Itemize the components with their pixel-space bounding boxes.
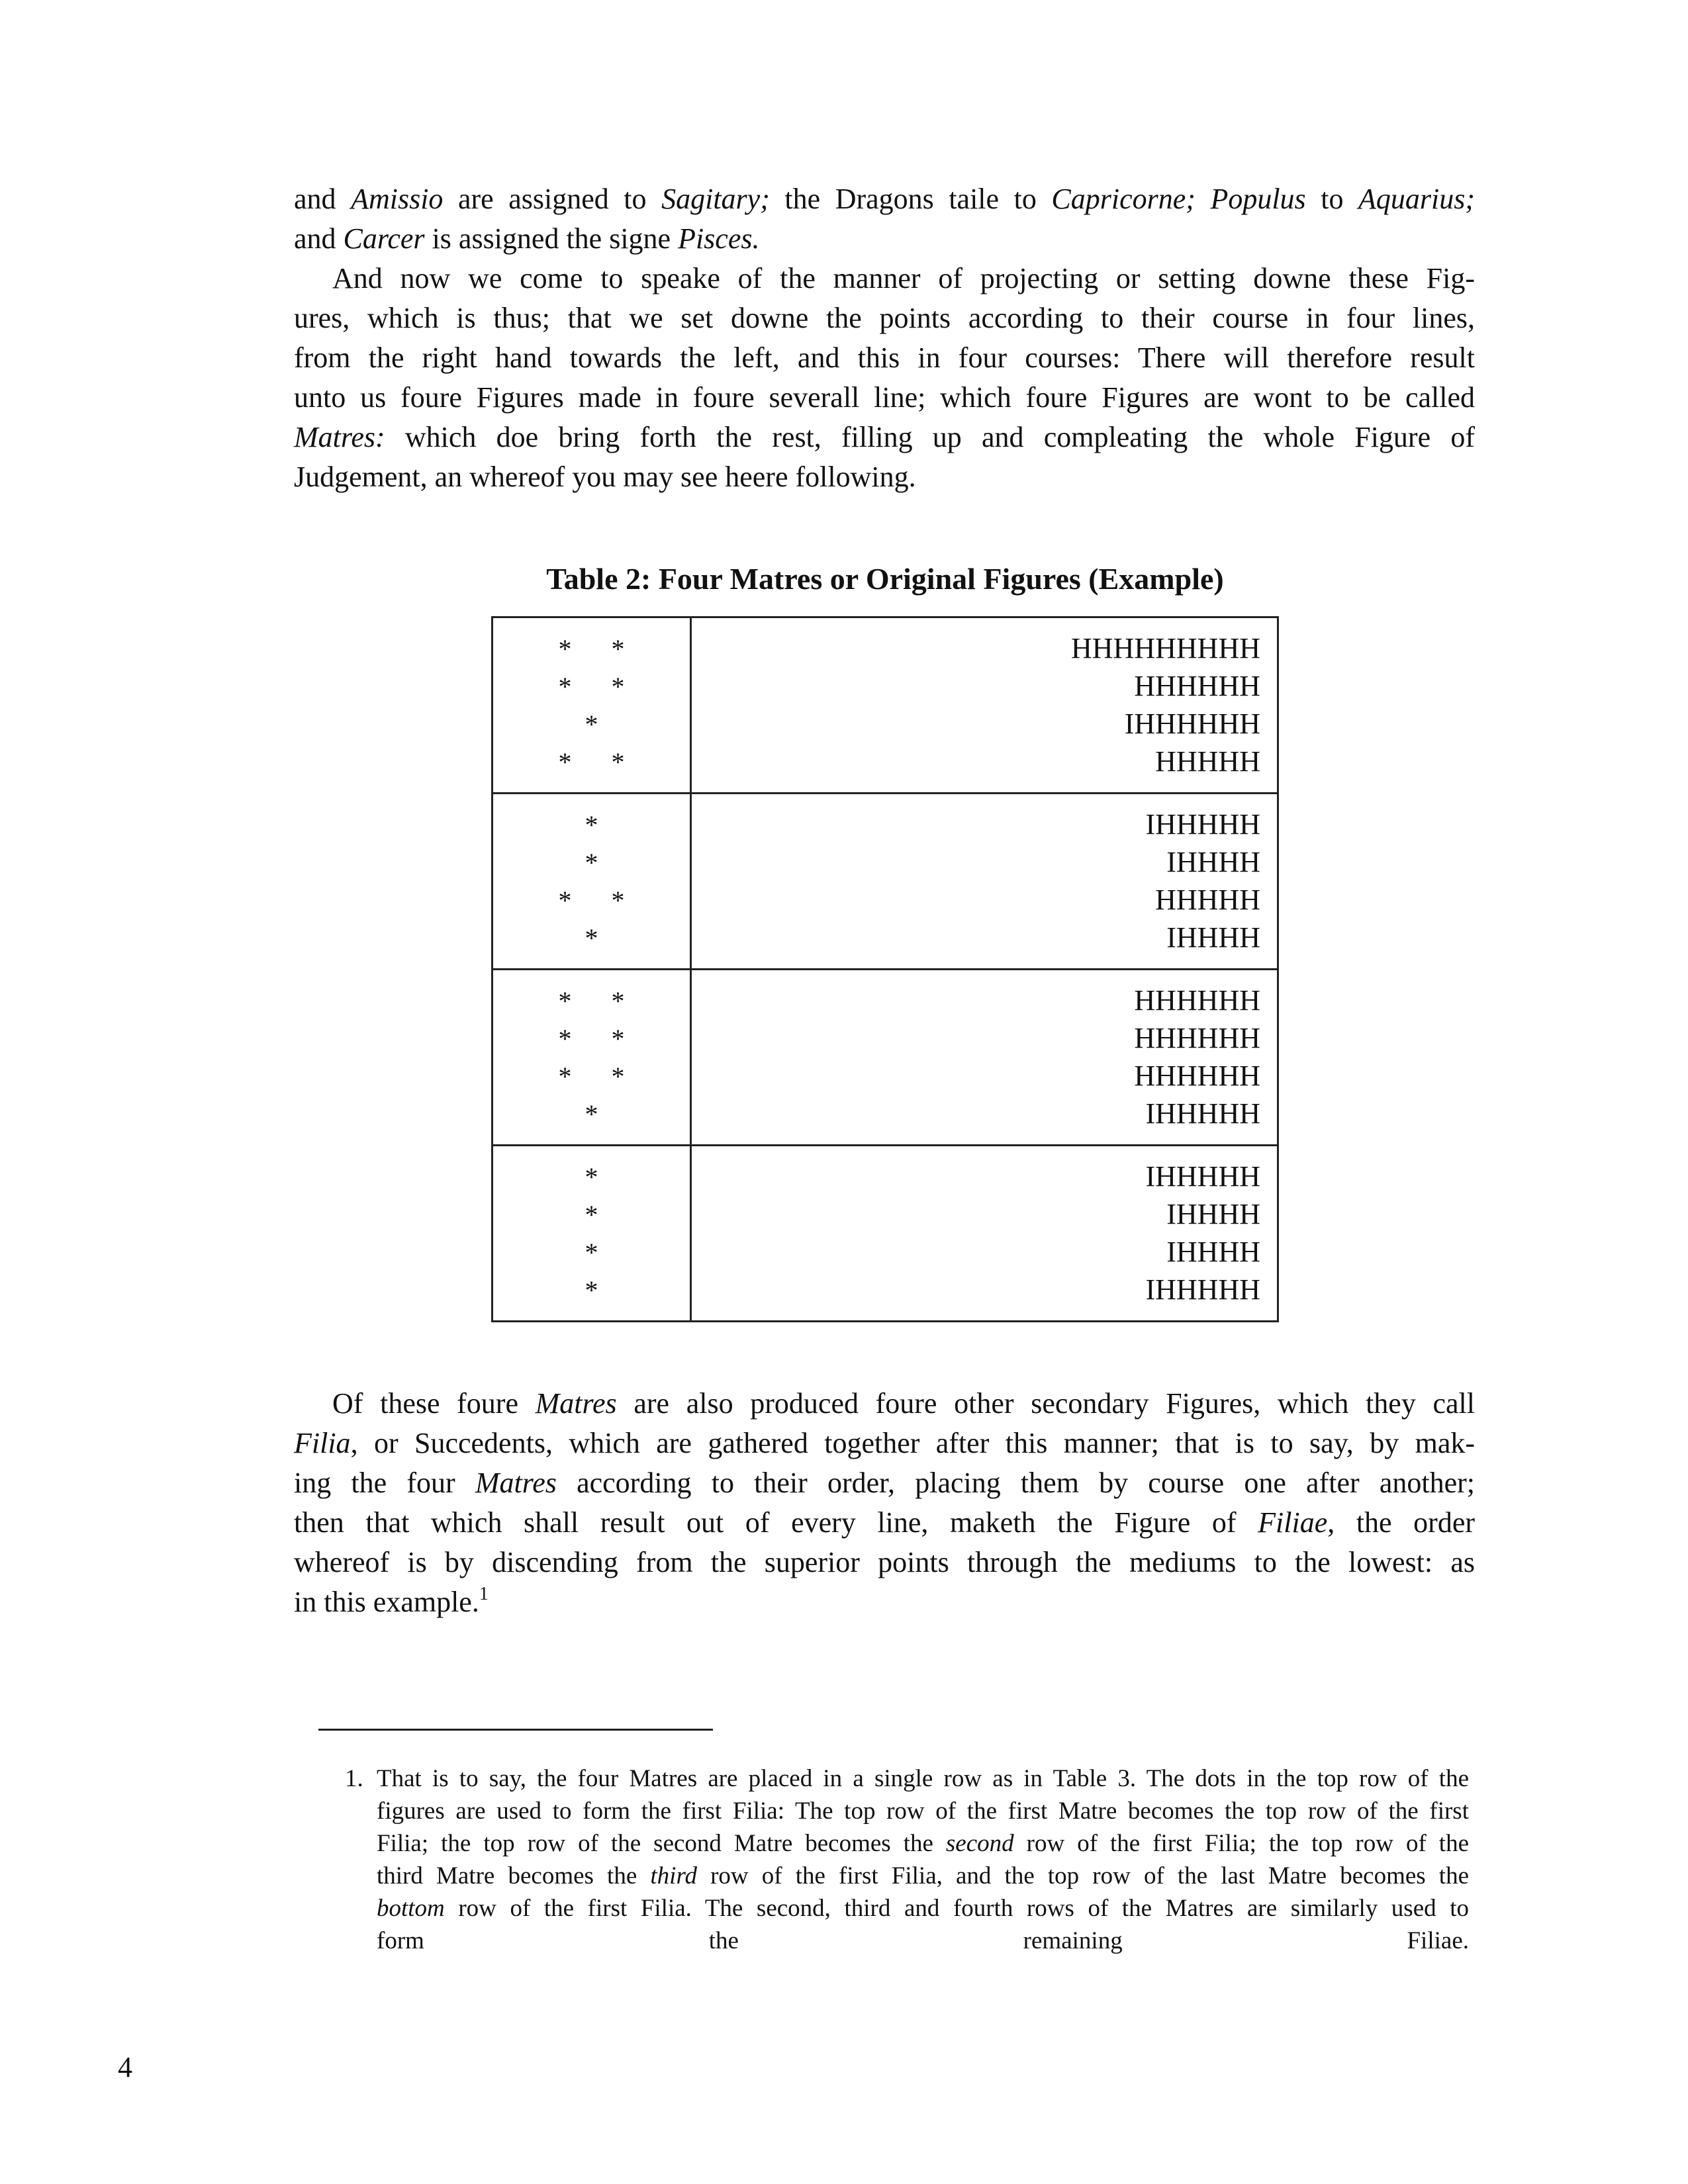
text-line xyxy=(294,179,1475,219)
text: Of these foure xyxy=(332,1387,536,1420)
star-dot: * xyxy=(558,886,572,915)
text: are assigned to xyxy=(443,183,662,215)
italic-text: Matres xyxy=(475,1467,557,1499)
text: according to their order, placing them by course one after another; xyxy=(556,1467,1475,1499)
text: which doe bring forth the rest, filling up and compleating the whole Figure of xyxy=(385,421,1475,453)
text: and xyxy=(294,222,344,255)
code-line: HHHHH xyxy=(1155,884,1260,916)
italic-text: Populus xyxy=(1210,183,1306,215)
footnote-number: 1. xyxy=(345,1765,363,1792)
star-dot: * xyxy=(585,1275,598,1305)
text: is assigned the signe xyxy=(424,222,679,255)
dot-row xyxy=(510,843,673,881)
text-line xyxy=(294,457,1475,497)
italic-text: Capricorne; xyxy=(1051,183,1196,215)
star-dot: * xyxy=(611,672,625,702)
text: , the order xyxy=(1327,1506,1475,1539)
star-dot: * xyxy=(558,672,572,702)
code-line: IHHHHH xyxy=(1145,1097,1260,1130)
text: figures are used to form the first Filia: The top row of the first Matre becomes the top row of the first xyxy=(377,1797,1469,1825)
table-row xyxy=(492,970,1278,1146)
italic-text: Carcer xyxy=(343,222,425,255)
text-line xyxy=(377,1762,1469,1795)
text-line xyxy=(294,1503,1475,1543)
text: row of the first Filia. The second, third and fourth rows of the Matres are similarly used to xyxy=(444,1895,1469,1922)
text: to xyxy=(1305,183,1359,215)
text: That is to say, the four Matres are placed in a single row as in Table 3. The dots in the top row of the xyxy=(377,1765,1469,1792)
dot-row xyxy=(510,1233,673,1271)
italic-text: Filiae xyxy=(1258,1506,1328,1539)
text-line xyxy=(294,1582,1475,1622)
dot-row xyxy=(510,1095,673,1132)
text: Judgement, an whereof you may see heere following. xyxy=(294,461,916,493)
dot-row xyxy=(510,667,673,705)
matres-table xyxy=(491,616,1279,1322)
star-dot: * xyxy=(585,848,598,878)
text: in this example. xyxy=(294,1586,479,1618)
code-line: IHHHH xyxy=(1166,921,1260,954)
italic-text: bottom xyxy=(377,1895,445,1922)
text: row of the first Filia, and the top row of the last Matre becomes the xyxy=(696,1862,1469,1889)
text: form the remaining Filiae. xyxy=(377,1927,1469,1954)
text-line xyxy=(377,1925,1469,1957)
code-line: HHHHHH xyxy=(1134,984,1260,1017)
text-line xyxy=(294,1463,1475,1503)
dot-row xyxy=(510,1195,673,1233)
italic-text: second xyxy=(945,1830,1014,1857)
table-row xyxy=(492,794,1278,970)
text: ing the four xyxy=(294,1467,475,1499)
text-line xyxy=(377,1827,1469,1860)
paragraph-filiae xyxy=(294,1384,1475,1622)
footnote-reference[interactable]: 1 xyxy=(479,1584,489,1604)
star-dot: * xyxy=(611,634,625,664)
text-line xyxy=(377,1892,1469,1925)
text-line xyxy=(294,298,1475,338)
code-line: HHHHHH xyxy=(1134,670,1260,702)
code-line: HHHHHH xyxy=(1134,1022,1260,1054)
code-line: HHHHH xyxy=(1155,745,1260,778)
italic-text: Sagitary; xyxy=(661,183,770,215)
star-dot: * xyxy=(585,810,598,840)
text-line xyxy=(294,1424,1475,1463)
text: the Dragons taile to xyxy=(769,183,1052,215)
dot-row xyxy=(510,743,673,780)
code-line: IHHHH xyxy=(1166,1198,1260,1230)
text-line xyxy=(294,219,1475,259)
text-line xyxy=(294,418,1475,457)
text-line xyxy=(377,1860,1469,1892)
star-dot: * xyxy=(585,1238,598,1267)
star-dot: * xyxy=(585,1200,598,1230)
italic-text: Filia xyxy=(294,1427,351,1459)
italic-text: Matres xyxy=(535,1387,617,1420)
star-dot: * xyxy=(558,1024,572,1054)
dot-row xyxy=(510,1158,673,1195)
italic-text: Amissio xyxy=(351,183,444,215)
text: and xyxy=(294,183,352,215)
dot-row xyxy=(510,919,673,956)
star-dot: * xyxy=(611,886,625,915)
code-line: IHHHH xyxy=(1166,1236,1260,1268)
star-dot: * xyxy=(585,709,598,739)
text: whereof is by discending from the superior points through the mediums to the lowest: as xyxy=(294,1546,1475,1578)
text: third Matre becomes the xyxy=(377,1862,651,1889)
star-dot: * xyxy=(558,1062,572,1091)
dot-row xyxy=(510,705,673,743)
text: from the right hand towards the left, and this in four courses: There will therefore result xyxy=(294,341,1475,374)
figure-dots-cell xyxy=(492,970,691,1146)
text: row of the first Filia; the top row of the xyxy=(1013,1830,1469,1857)
italic-text: Pisces. xyxy=(678,222,760,255)
star-dot: * xyxy=(558,634,572,664)
text: Filia; the top row of the second Matre becomes the xyxy=(377,1830,946,1857)
star-dot: * xyxy=(611,747,625,777)
italic-text: third xyxy=(650,1862,697,1889)
star-dot: * xyxy=(611,986,625,1016)
star-dot: * xyxy=(558,986,572,1016)
dot-row xyxy=(510,1057,673,1095)
code-line: IHHHHH xyxy=(1145,1273,1260,1306)
paragraph-matres-intro xyxy=(294,179,1475,497)
table-row xyxy=(492,1146,1278,1322)
figure-dots-cell xyxy=(492,1146,691,1322)
star-dot: * xyxy=(558,747,572,777)
text: then that which shall result out of every line, maketh the Figure of xyxy=(294,1506,1258,1539)
text: , or Succedents, which are gathered together after this manner; that is to say, by mak- xyxy=(350,1427,1475,1459)
footnote-text xyxy=(377,1762,1469,1957)
footnote-rule xyxy=(318,1729,713,1731)
text-line xyxy=(294,1384,1475,1424)
star-dot: * xyxy=(611,1024,625,1054)
text-line xyxy=(294,378,1475,418)
figure-code-cell xyxy=(691,970,1278,1146)
text xyxy=(1196,183,1211,215)
code-line: HHHHHH xyxy=(1134,1060,1260,1092)
page-number: 4 xyxy=(118,2051,132,2083)
text: unto us foure Figures made in foure severall line; which foure Figures are wont to be called xyxy=(294,381,1475,414)
dot-row xyxy=(510,629,673,667)
text-line xyxy=(377,1795,1469,1827)
figure-code-cell xyxy=(691,617,1278,794)
star-dot: * xyxy=(585,923,598,953)
text: ures, which is thus; that we set downe the points according to their course in four lines, xyxy=(294,302,1475,334)
dot-row xyxy=(510,1019,673,1057)
code-line: HHHHHHHHH xyxy=(1071,632,1260,664)
dot-row xyxy=(510,881,673,919)
italic-text: Matres: xyxy=(294,421,385,453)
star-dot: * xyxy=(585,1099,598,1129)
text: are also produced foure other secondary Figures, which they call xyxy=(616,1387,1475,1420)
figure-code-cell xyxy=(691,1146,1278,1322)
text-line xyxy=(294,259,1475,298)
code-line: IHHHH xyxy=(1166,846,1260,878)
code-line: IHHHHHH xyxy=(1124,707,1260,740)
italic-text: Aquarius; xyxy=(1358,183,1476,215)
dot-row xyxy=(510,1271,673,1308)
table-row xyxy=(492,617,1278,794)
text-line xyxy=(294,338,1475,378)
figure-dots-cell xyxy=(492,794,691,970)
figure-dots-cell xyxy=(492,617,691,794)
code-line: IHHHHH xyxy=(1145,1160,1260,1193)
text-line xyxy=(294,1543,1475,1582)
star-dot: * xyxy=(611,1062,625,1091)
dot-row xyxy=(510,981,673,1019)
star-dot: * xyxy=(585,1162,598,1192)
figure-code-cell xyxy=(691,794,1278,970)
code-line: IHHHHH xyxy=(1145,808,1260,841)
text: And now we come to speake of the manner of projecting or setting downe these Fig- xyxy=(332,262,1475,295)
dot-row xyxy=(510,805,673,843)
table-caption: Table 2: Four Matres or Original Figures (Example) xyxy=(546,562,1224,596)
